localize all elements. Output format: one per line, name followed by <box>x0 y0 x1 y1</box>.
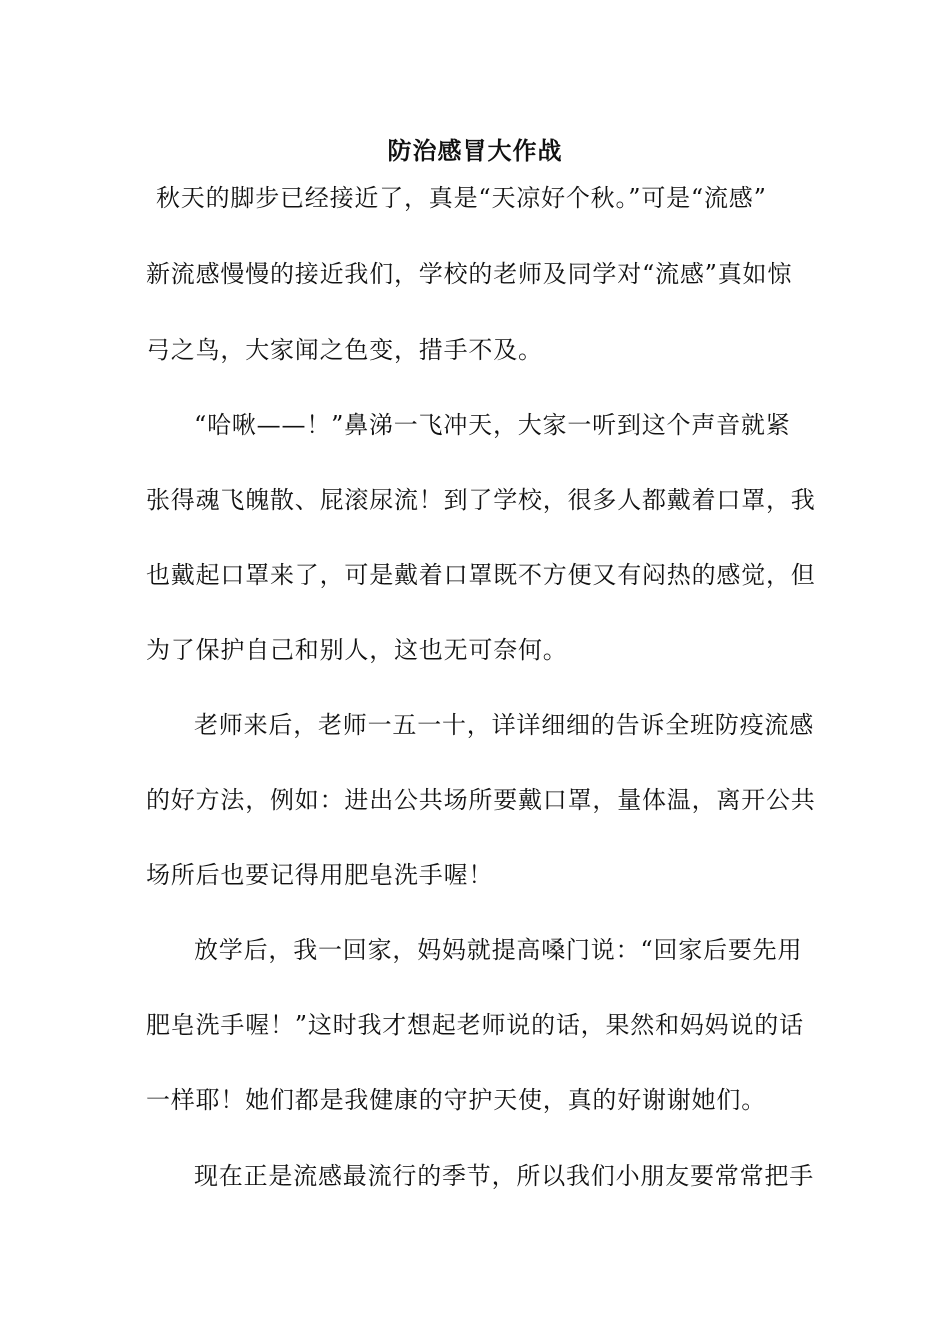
paragraph-line: “哈啾——！”鼻涕一飞冲天，大家一听到这个声音就紧 <box>194 411 791 439</box>
paragraph-line: 肥皂洗手喔！”这时我才想起老师说的话，果然和妈妈说的话 <box>146 1011 804 1039</box>
paragraph-line: 老师来后，老师一五一十，详详细细的告诉全班防疫流感 <box>194 711 814 739</box>
paragraph-line: 新流感慢慢的接近我们，学校的老师及同学对“流感”真如惊 <box>146 260 793 288</box>
paragraph-line: 也戴起口罩来了，可是戴着口罩既不方便又有闷热的感觉，但 <box>146 561 816 589</box>
paragraph-line: 一样耶！她们都是我健康的守护天使，真的好谢谢她们。 <box>146 1086 766 1114</box>
page-title: 防治感冒大作战 <box>387 136 563 165</box>
paragraph-line: 现在正是流感最流行的季节，所以我们小朋友要常常把手 <box>194 1162 814 1190</box>
paragraph-line: 弓之鸟，大家闻之色变，措手不及。 <box>146 336 543 364</box>
paragraph-line: 的好方法，例如：进出公共场所要戴口罩，量体温，离开公共 <box>146 786 816 814</box>
paragraph-line: 为了保护自己和别人，这也无可奈何。 <box>146 636 568 664</box>
paragraph-line: 秋天的脚步已经接近了，真是“天凉好个秋。”可是“流感” <box>156 184 767 212</box>
paragraph-line: 放学后，我一回家，妈妈就提高嗓门说：“回家后要先用 <box>194 936 803 964</box>
paragraph-line: 张得魂飞魄散、屁滚尿流！到了学校，很多人都戴着口罩，我 <box>146 486 816 514</box>
paragraph-line: 场所后也要记得用肥皂洗手喔！ <box>146 861 494 889</box>
